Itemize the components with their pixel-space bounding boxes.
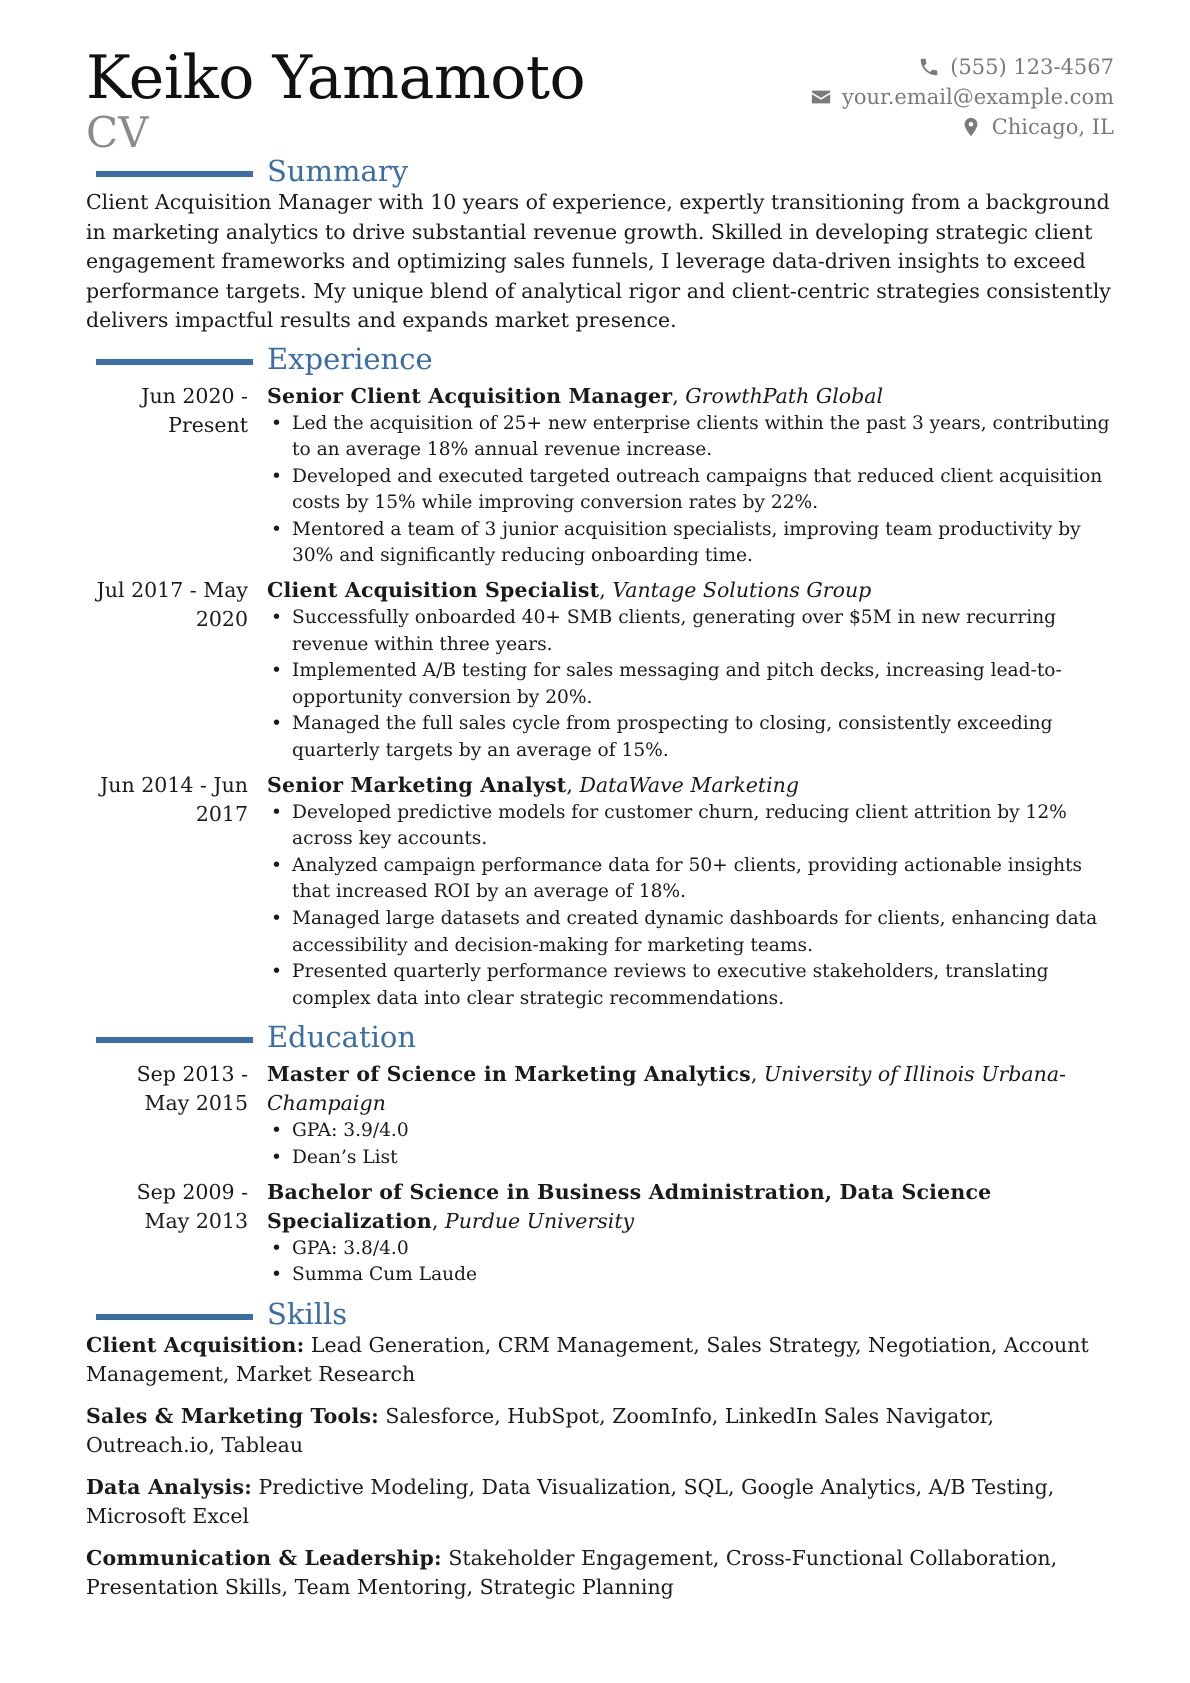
bullet-item: • Dean’s List xyxy=(267,1145,1114,1172)
bullet-item: • Summa Cum Laude xyxy=(267,1262,1114,1289)
location-text: Chicago, IL xyxy=(991,115,1114,139)
skill-list: Stakeholder Engagement, Cross-Functional Collaboration, Presentation Skills, Team Mentoring, Strategic Planning xyxy=(86,1545,1058,1600)
experience-entry xyxy=(86,576,1114,765)
skill-group xyxy=(86,1331,1114,1390)
email-text[interactable]: your.email@example.com xyxy=(841,85,1114,109)
contact-info xyxy=(810,52,1114,142)
entry-institution: Purdue University xyxy=(444,1208,635,1233)
bullet-item: • Managed the full sales cycle from prospecting to closing, consistently exceeding quarterly targets by an average of 15%. xyxy=(267,711,1114,764)
section-header xyxy=(86,342,1114,376)
cv-page xyxy=(86,42,1114,1615)
skill-group xyxy=(86,1473,1114,1532)
entry-body xyxy=(267,1178,1114,1289)
skill-list: Salesforce, HubSpot, ZoomInfo, LinkedIn Sales Navigator, Outreach.io, Tableau xyxy=(86,1403,994,1458)
entry-role: Client Acquisition Specialist xyxy=(267,578,600,603)
entry-bullets xyxy=(267,1118,1114,1171)
entry-title: Client Acquisition Specialist, Vantage Solutions Group xyxy=(267,578,872,603)
section-divider xyxy=(96,359,253,365)
bullet-item: • Analyzed campaign performance data for 50+ clients, providing actionable insights that increased ROI by an average of 18%. xyxy=(267,853,1114,906)
map-pin-icon xyxy=(960,116,982,138)
entry-title: Master of Science in Marketing Analytics, University of Illinois Urbana-Champaign xyxy=(267,1062,1066,1116)
section-title: Experience xyxy=(267,341,433,376)
bullet-item: • Successfully onboarded 40+ SMB clients, generating over $5M in new recurring revenue within three years. xyxy=(267,605,1114,658)
entry-body xyxy=(267,1060,1114,1171)
skill-group xyxy=(86,1402,1114,1461)
section-divider xyxy=(96,1314,253,1320)
candidate-name: Keiko Yamamoto xyxy=(86,43,586,113)
entry-degree: Master of Science in Marketing Analytics xyxy=(267,1062,751,1087)
bullet-item: • Developed and executed targeted outreach campaigns that reduced client acquisition costs by 15% while improving conversion rates by 22%. xyxy=(267,464,1114,517)
bullet-item: • Mentored a team of 3 junior acquisition specialists, improving team productivity by 30% and significantly reducing onboarding time. xyxy=(267,517,1114,570)
skill-list: Predictive Modeling, Data Visualization, SQL, Google Analytics, A/B Testing, Microsoft Excel xyxy=(86,1474,1055,1529)
bullet-item: • Managed large datasets and created dynamic dashboards for clients, enhancing data accessibility and decision-making for marketing teams. xyxy=(267,906,1114,959)
entry-bullets xyxy=(267,800,1114,1013)
entry-body xyxy=(267,382,1114,571)
bullet-item: • Implemented A/B testing for sales messaging and pitch decks, increasing lead-to-opportunity conversion by 20%. xyxy=(267,658,1114,711)
section-divider xyxy=(96,1037,253,1043)
entry-date: Sep 2009 - May 2013 xyxy=(136,1179,248,1233)
entry-title: Senior Client Acquisition Manager, GrowthPath Global xyxy=(267,383,884,408)
entry-degree: Bachelor of Science in Business Administration, Data Science Specialization xyxy=(267,1179,992,1233)
entry-bullets xyxy=(267,1236,1114,1289)
entry-organization: DataWave Marketing xyxy=(579,772,800,797)
skill-category: Sales & Marketing Tools: xyxy=(86,1403,379,1428)
skill-category: Communication & Leadership: xyxy=(86,1545,442,1570)
summary-section xyxy=(86,154,1114,336)
bullet-item: • GPA: 3.9/4.0 xyxy=(267,1118,1114,1145)
section-title: Summary xyxy=(267,154,409,188)
contact-location xyxy=(810,112,1114,142)
bullet-item: • Developed predictive models for customer churn, reducing client attrition by 12% across key accounts. xyxy=(267,800,1114,853)
envelope-icon xyxy=(810,86,832,108)
contact-email xyxy=(810,82,1114,112)
section-header xyxy=(86,1297,1114,1331)
phone-icon xyxy=(918,56,940,78)
entry-date: Sep 2013 - May 2015 xyxy=(136,1062,248,1116)
entry-date: Jul 2017 - May 2020 xyxy=(96,578,248,632)
bullet-item: • Presented quarterly performance reviews to executive stakeholders, translating complex data into clear strategic recommendations. xyxy=(267,959,1114,1012)
education-entry xyxy=(86,1178,1114,1289)
section-divider xyxy=(96,171,253,177)
section-header xyxy=(86,154,1114,188)
summary-text: Client Acquisition Manager with 10 years of experience, expertly transitioning from a background in marketing analytics to drive substantial revenue growth. Skilled in developing strategic client engagement frameworks and optimizing sales funnels, I leverage data-driven insights to exceed performance targets. My unique blend of analytical rigor and client-centric strategies consistently delivers impactful results and expands market presence. xyxy=(86,190,1111,332)
skill-category: Client Acquisition: xyxy=(86,1332,305,1357)
experience-entry xyxy=(86,771,1114,1013)
entry-role: Senior Marketing Analyst xyxy=(267,772,567,797)
education-entry xyxy=(86,1060,1114,1171)
phone-text[interactable]: (555) 123-4567 xyxy=(950,55,1114,79)
entry-date: Jun 2014 - Jun 2017 xyxy=(100,772,248,826)
header xyxy=(86,42,1114,157)
entry-title: Senior Marketing Analyst, DataWave Marketing xyxy=(267,772,800,797)
bullet-item: • GPA: 3.8/4.0 xyxy=(267,1236,1114,1263)
entry-title: Bachelor of Science in Business Administration, Data Science Specialization, Purdue University xyxy=(267,1179,992,1233)
entry-bullets xyxy=(267,411,1114,571)
section-title: Skills xyxy=(267,1296,348,1331)
section-header xyxy=(86,1020,1114,1054)
entry-date: Jun 2020 - Present xyxy=(141,383,248,437)
entry-bullets xyxy=(267,605,1114,765)
experience-section xyxy=(86,342,1114,1013)
entry-body xyxy=(267,771,1114,1013)
skills-section xyxy=(86,1297,1114,1603)
contact-phone xyxy=(810,52,1114,82)
entry-organization: Vantage Solutions Group xyxy=(612,578,872,603)
section-title: Education xyxy=(267,1020,417,1055)
entry-organization: GrowthPath Global xyxy=(685,383,884,408)
skill-category: Data Analysis: xyxy=(86,1474,252,1499)
experience-entry xyxy=(86,382,1114,571)
entry-institution: University of Illinois Urbana-Champaign xyxy=(267,1062,1066,1116)
entry-body xyxy=(267,576,1114,765)
document-subtitle: CV xyxy=(86,108,149,157)
education-section xyxy=(86,1020,1114,1288)
skill-list: Lead Generation, CRM Management, Sales Strategy, Negotiation, Account Management, Market Research xyxy=(86,1332,1089,1387)
skill-group xyxy=(86,1544,1114,1603)
entry-role: Senior Client Acquisition Manager xyxy=(267,383,673,408)
bullet-item: • Led the acquisition of 25+ new enterprise clients within the past 3 years, contributing to an average 18% annual revenue increase. xyxy=(267,411,1114,464)
